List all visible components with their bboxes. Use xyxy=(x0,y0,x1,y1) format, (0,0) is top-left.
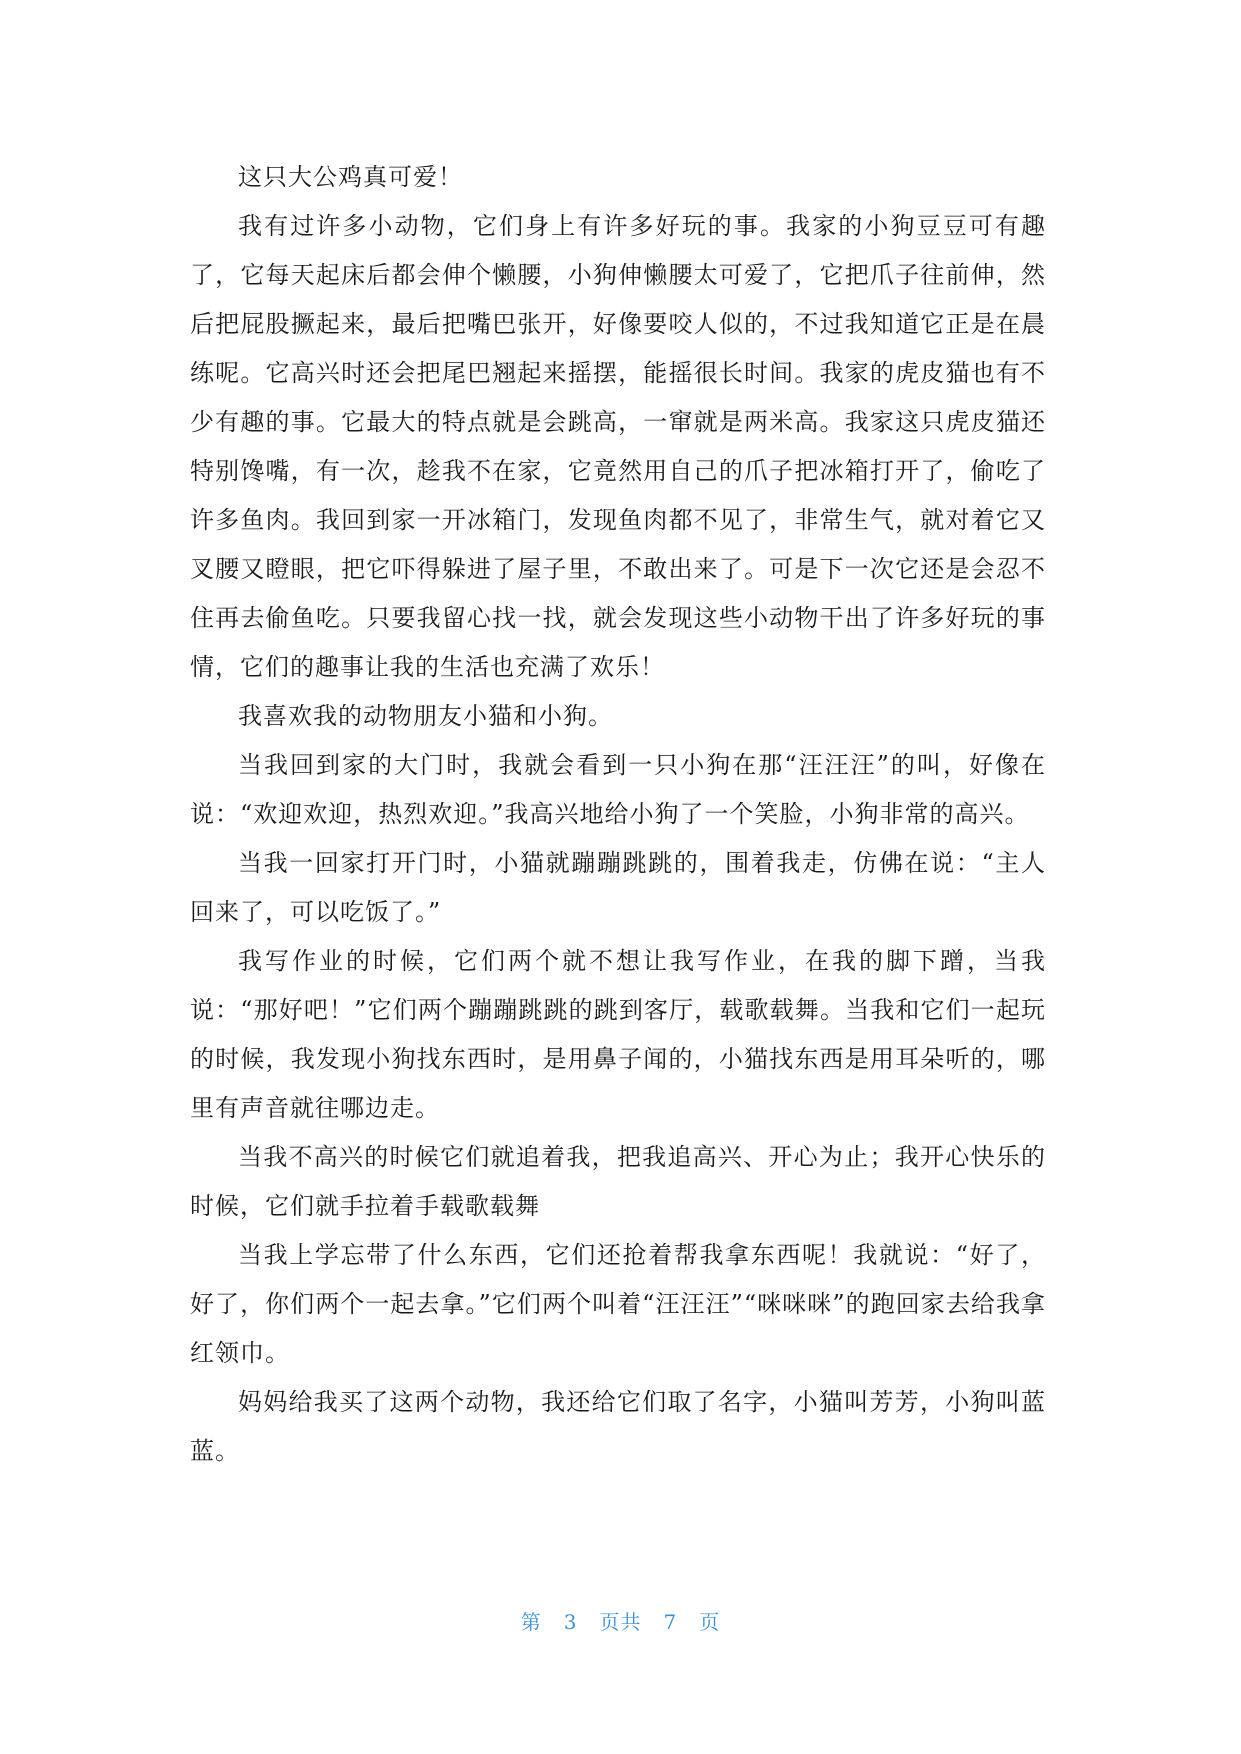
paragraph: 这只大公鸡真可爱！ xyxy=(238,163,463,191)
paragraph: 我写作业的时候，它们两个就不想让我写作业，在我的脚下蹭，当我说：“那好吧！”它们两个蹦蹦跳跳的跳到客厅，载歌载舞。当我和它们一起玩的时候，我发现小狗找东西时，是用鼻子闻的，小猫找东西是用耳朵听的，哪里有声音就往哪边走。 xyxy=(190,947,1046,1122)
paragraph: 我有过许多小动物，它们身上有许多好玩的事。我家的小狗豆豆可有趣了，它每天起床后都会伸个懒腰，小狗伸懒腰太可爱了，它把爪子往前伸，然后把屁股撅起来，最后把嘴巴张开，好像要咬人似的，不过我知道它正是在晨练呢。它高兴时还会把尾巴翘起来摇摆，能摇很长时间。我家的虎皮猫也有不少有趣的事。它最大的特点就是会跳高，一窜就是两米高。我家这只虎皮猫还特别馋嘴，有一次，趁我不在家，它竟然用自己的爪子把冰箱打开了，偷吃了许多鱼肉。我回到家一开冰箱门，发现鱼肉都不见了，非常生气，就对着它又叉腰又瞪眼，把它吓得躲进了屋子里，不敢出来了。可是下一次它还是会忍不住再去偷鱼吃。只要我留心找一找，就会发现这些小动物干出了许多好玩的事情，它们的趣事让我的生活也充满了欢乐！ xyxy=(190,212,1046,681)
footer-current-page: 3 xyxy=(563,1610,578,1634)
footer-page-label: 第 xyxy=(520,1610,542,1634)
paragraph: 当我一回家打开门时，小猫就蹦蹦跳跳的，围着我走，仿佛在说：“主人回来了，可以吃饭了。” xyxy=(190,849,1046,926)
page-body xyxy=(190,153,1046,1476)
page-footer xyxy=(0,1606,1241,1635)
paragraph: 当我上学忘带了什么东西，它们还抢着帮我拿东西呢！我就说：“好了，好了，你们两个一起去拿。”它们两个叫着“汪汪汪”“咪咪咪”的跑回家去给我拿红领巾。 xyxy=(190,1241,1046,1367)
footer-total-pages: 7 xyxy=(663,1610,678,1634)
footer-of-label: 页共 xyxy=(599,1610,642,1634)
paragraph: 我喜欢我的动物朋友小猫和小狗。 xyxy=(238,702,613,730)
footer-pages-label: 页 xyxy=(699,1610,721,1634)
paragraph: 当我回到家的大门时，我就会看到一只小狗在那“汪汪汪”的叫，好像在说：“欢迎欢迎，热烈欢迎。”我高兴地给小狗了一个笑脸，小狗非常的高兴。 xyxy=(190,751,1046,828)
paragraph: 当我不高兴的时候它们就追着我，把我追高兴、开心为止；我开心快乐的时候，它们就手拉着手载歌载舞 xyxy=(190,1143,1046,1220)
paragraph: 妈妈给我买了这两个动物，我还给它们取了名字，小猫叫芳芳，小狗叫蓝蓝。 xyxy=(190,1388,1046,1465)
